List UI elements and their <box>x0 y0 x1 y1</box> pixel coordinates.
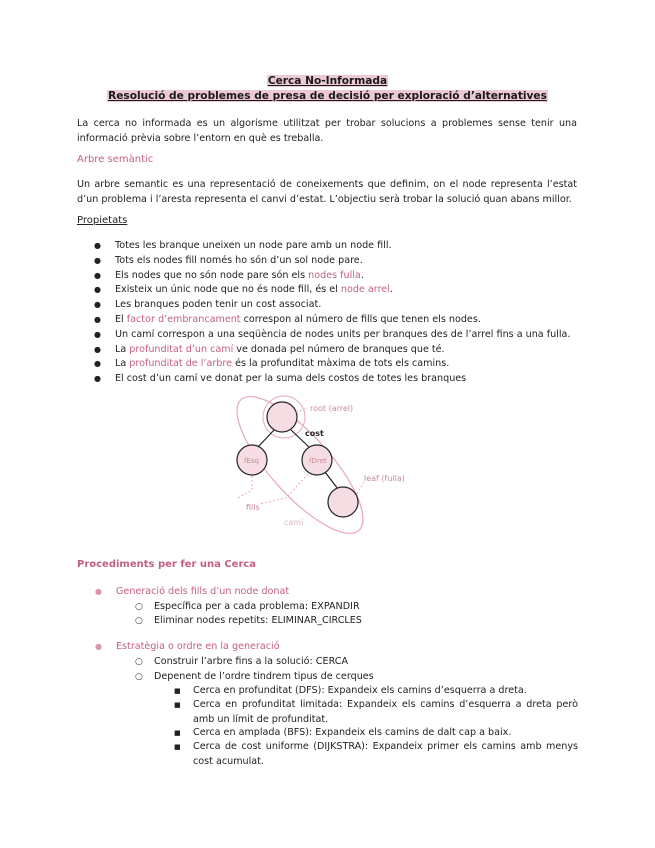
list-item: ● El cost d’un camí ve donat per la suma dels costos de totes les branques <box>77 372 570 387</box>
cami-label: camí <box>284 518 304 527</box>
mid-node-label: fDret <box>309 457 327 465</box>
leaf-label: leaf (fulla) <box>364 474 405 483</box>
search-type-item: ■ Cerca en profunditat (DFS): Expandeix els camins d’esquerra a dreta. <box>193 684 527 699</box>
root-node <box>267 402 297 432</box>
propietats-list <box>77 239 570 387</box>
search-type-item: ■ Cerca en profunditat limitada: Expandeix els camins d’esquerra a dreta però amb un límit de profunditat. <box>193 698 578 727</box>
list-item: ● La profunditat de l’arbre és la profunditat màxima de tots els camins. <box>77 357 570 372</box>
section-heading-arbre: Arbre semàntic <box>77 154 154 165</box>
page-title: Cerca No-Informada <box>267 75 388 87</box>
list-item: ● Els nodes que no són node pare són els nodes fulla. <box>77 269 570 284</box>
intro-paragraph: La cerca no informada es un algorisme utilitzat per trobar solucions a problemes sense tenir una informació prèvia sobre l’entorn en què es treballa. <box>77 118 577 144</box>
list-item: ● Les branques poden tenir un cost associat. <box>77 298 570 313</box>
tree-diagram <box>230 390 420 535</box>
list-item: ● Tots els nodes fill només ho són d’un sol node pare. <box>77 254 570 269</box>
root-label: root (arrel) <box>310 404 354 413</box>
list-item: ● La profunditat d’un camí ve donada pel número de branques que té. <box>77 343 570 358</box>
leaf-node <box>328 487 358 517</box>
procedure-subitem: ○ Específica per a cada problema: EXPANDIR <box>154 600 360 615</box>
procedure-subitem: ○ Eliminar nodes repetits: ELIMINAR_CIRCLES <box>154 614 362 629</box>
propietats-heading: Propietats <box>77 215 128 226</box>
procedure-subitem: ○ Construir l’arbre fins a la solució: CERCA <box>154 655 348 670</box>
procedure-item-2: ● Estratègia o ordre en la generació <box>116 640 280 655</box>
fills-label: fills <box>246 503 260 512</box>
procediments-heading: Procediments per fer una Cerca <box>77 559 257 570</box>
leaf-pointer <box>357 482 364 494</box>
search-type-item: ■ Cerca de cost uniforme (DIJKSTRA): Expandeix primer els camins amb menys cost acumulat. <box>193 740 578 769</box>
list-item: ● Un camí correspon a una seqüència de nodes units per branques des de l’arrel fins a una fulla. <box>77 328 570 343</box>
list-item: ● El factor d’embrancament correspon al número de fills que tenen els nodes. <box>77 313 570 328</box>
left-node-label: fEsq <box>244 457 259 465</box>
arbre-paragraph: Un arbre semantic es una representació de coneixements que definim, on el node representa l’estat d’un problema i l’aresta representa el canvi d’estat. L’objectiu serà trobar la solució quan abans millor. <box>77 179 577 205</box>
edge-leaf <box>325 472 338 489</box>
procedure-subitem: ○ Depenent de l’ordre tindrem tipus de cerques <box>154 670 374 685</box>
cost-label: cost <box>305 429 324 438</box>
procedure-item-1: ● Generació dels fills d’un node donat <box>116 585 289 600</box>
fills-pointer-mid <box>260 474 308 504</box>
fills-pointer-left <box>238 476 252 498</box>
search-type-item: ■ Cerca en amplada (BFS): Expandeix els camins de dalt cap a baix. <box>193 726 511 741</box>
list-item: ● Existeix un únic node que no és node fill, és el node arrel. <box>77 283 570 298</box>
page-subtitle: Resolució de problemes de presa de decisió per exploració d’alternatives <box>108 90 547 102</box>
root-pointer <box>296 408 308 412</box>
edge-left <box>257 429 275 448</box>
list-item: ● Totes les branque uneixen un node pare amb un node fill. <box>77 239 570 254</box>
